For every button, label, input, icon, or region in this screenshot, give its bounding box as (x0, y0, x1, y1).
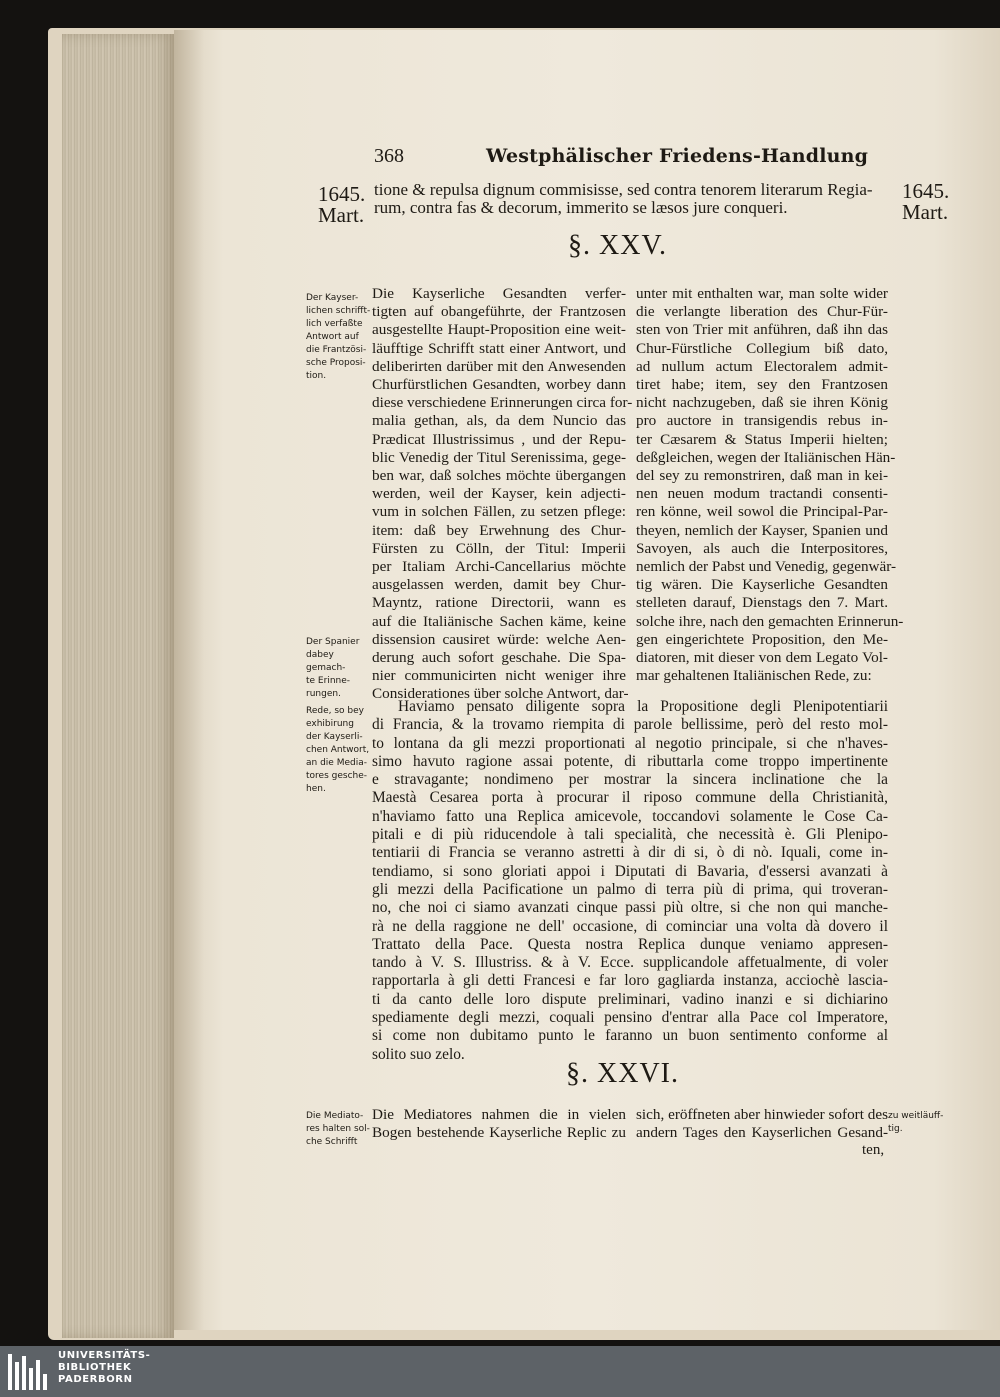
section-heading-xxv: §. XXV. (568, 230, 668, 261)
italian-speech: Haviamo pensato diligente sopra la Propositione degli Plenipotentiarii di Francia, & la trovamo riempita di parole bellissime, però del resto mol- to lontana da gli mezzi proportionati al negotio principale, si che n'haves- simo havuto ragione assai potente, di ributtarla come troppo impertinente e stravagante; nondimeno per mostrar la sincera inclinatione che la Maestà Cesarea porta à procurar il riposo commune della Christianità, n'haviamo fatto una Replica amicevole, toccandovi solamente le Cose Ca- pitali e di più riducendole à tali specialità, che necessità è. Gli Plenipo- tentiarii di Francia se veranno astretti à dir di si, ò di nò. Iquali, come in- tendiamo, si sono gloriati appoi i Diputati di Bavaria, d'essersi avanzati à gli mezzi della Pacificatione un palmo di terra più di prima, qui troveran- no, che noi ci siamo avanzati cinque passi più oltre, si che non qui manche- rà ne della raggione ne dell' occasione, di cominciar una volta dà dovero il Trattato della Pace. Questa nostra Replica dunque veniamo appresen- tando à V. S. Illustriss. & à V. Ecce. supplicandole affetualmente, di voler rapportarla à gli detti Francesi e far loro gagliarda instanza, acciochè lascia- ti da canto delle loro dispute preliminari, vadino inanzi e si dichiarino spediamente degli mezzi, coquali pensino d'entrar alla Pace col Imperatore, si come non dubitamo punto le faranno un buon sentimento conforme al solito suo zelo. (372, 698, 888, 1063)
month-left: Mart. (318, 203, 365, 227)
text-column-right-2: sich, eröffneten aber hinwieder sofort des andern Tages den Kayserlichen Gesand- (636, 1106, 888, 1142)
margin-note: Die Mediato- res halten sol- che Schrifft (306, 1111, 370, 1147)
margin-note: Der Kayser- lichen schrifft- lich verfaßte Antwort auf die Frantzösi- sche Proposi- tion. (306, 293, 371, 381)
library-name-line: UNIVERSITÄTS- (58, 1350, 151, 1361)
intro-line: rum, contra fas & decorum, immerito se læsos jure conqueri. (374, 198, 788, 217)
catchword: ten, (862, 1142, 885, 1158)
text-column-left: Die Kayserliche Gesandten verfer- tigten auf obangeführte, der Frantzosen ausgestellte Haupt-Proposition eine weit- läufftige Schrifft statt einer Antwort, und deliberirten darüber mit den Anwesenden Churfürstlichen Gesandten, worbey dann diese verschiedene Erinnerungen circa for- malia gethan, als, da dem Nuncio das Prædicat Illustrissimus , und der Repu- blic Venedig der Titul Serenissima, gege- ben war, daß solches möchte übergangen werden, weil der Kayser, kein adjecti- vum in solchen Fällen, zu setzen pflege: item: daß bey Erwehnung des Chur- Fürsten zu Cölln, der Titul: Imperii per Italiam Archi-Cancellarius möchte ausgelassen werden, damit bey Chur- Mayntz, ratione Directorii, wann es auf die Italiänische Sachen käme, keine dissension causiret würde: welche Aen- derung auch sofort geschahe. Die Spa- nier communicirten nicht weniger ihre Considerationes über solche Antwort, dar- (372, 285, 633, 703)
page-number: 368 (374, 145, 404, 167)
library-name-line: BIBLIOTHEK (58, 1362, 132, 1373)
page-edges (62, 34, 174, 1338)
margin-note: Rede, so bey exhibirung der Kayserli- chen Antwort, an die Media- tores gesche- hen. (306, 706, 370, 794)
margin-note: Der Spanier dabey gemach- te Erinne- rungen. (306, 637, 360, 699)
year-left: 1645. (318, 182, 366, 206)
library-name-line: PADERBORN (58, 1374, 133, 1385)
margin-note: zu weitläuff- tig. (888, 1111, 944, 1134)
year-right: 1645. (902, 179, 950, 203)
text-column-left-2: Die Mediatores nahmen die in vielen Bogen bestehende Kayserliche Replic zu (372, 1106, 626, 1142)
intro-line: tione & repulsa dignum commisisse, sed contra tenorem literarum Regia- (374, 180, 873, 199)
month-right: Mart. (902, 200, 949, 224)
gutter-shadow (174, 30, 204, 1330)
running-title: Westphälischer Friedens-Handlung (486, 145, 869, 167)
section-heading-xxvi: §. XXVI. (566, 1058, 679, 1089)
text-column-right: unter mit enthalten war, man solte wider die verlangte liberation des Chur-Für- sten von Trier mit anführen, daß ihn das Chur-Fürstliche Collegium biß dato, ad nullum actum Electoralem admit- tiret habe; item, sey den Frantzosen nicht nachzugeben, daß sie ihren König pro auctore in transigendis rebus in- ter Cæsarem & Status Imperii hielten; deßgleichen, wegen der Italiänischen Hän- del sey zu remonstriren, daß man in kei- nen neuen modum tractandi consenti- ren könne, weil sowol die Principal-Par- theyen, nemlich der Kayser, Spanien und Savoyen, als auch die Interpositores, nemlich der Pabst und Venedig, gegenwär- tig wären. Die Kayserliche Gesandten stelleten darauf, Dienstags den 7. Mart. solche ihre, nach den gemachten Erinnerun- gen eingerichtete Proposition, den Me- diatoren, mit dieser von dem Legato Vol- mar gehaltenen Italiänischen Rede, zu: (636, 285, 904, 685)
library-logo-icon (6, 1352, 50, 1392)
